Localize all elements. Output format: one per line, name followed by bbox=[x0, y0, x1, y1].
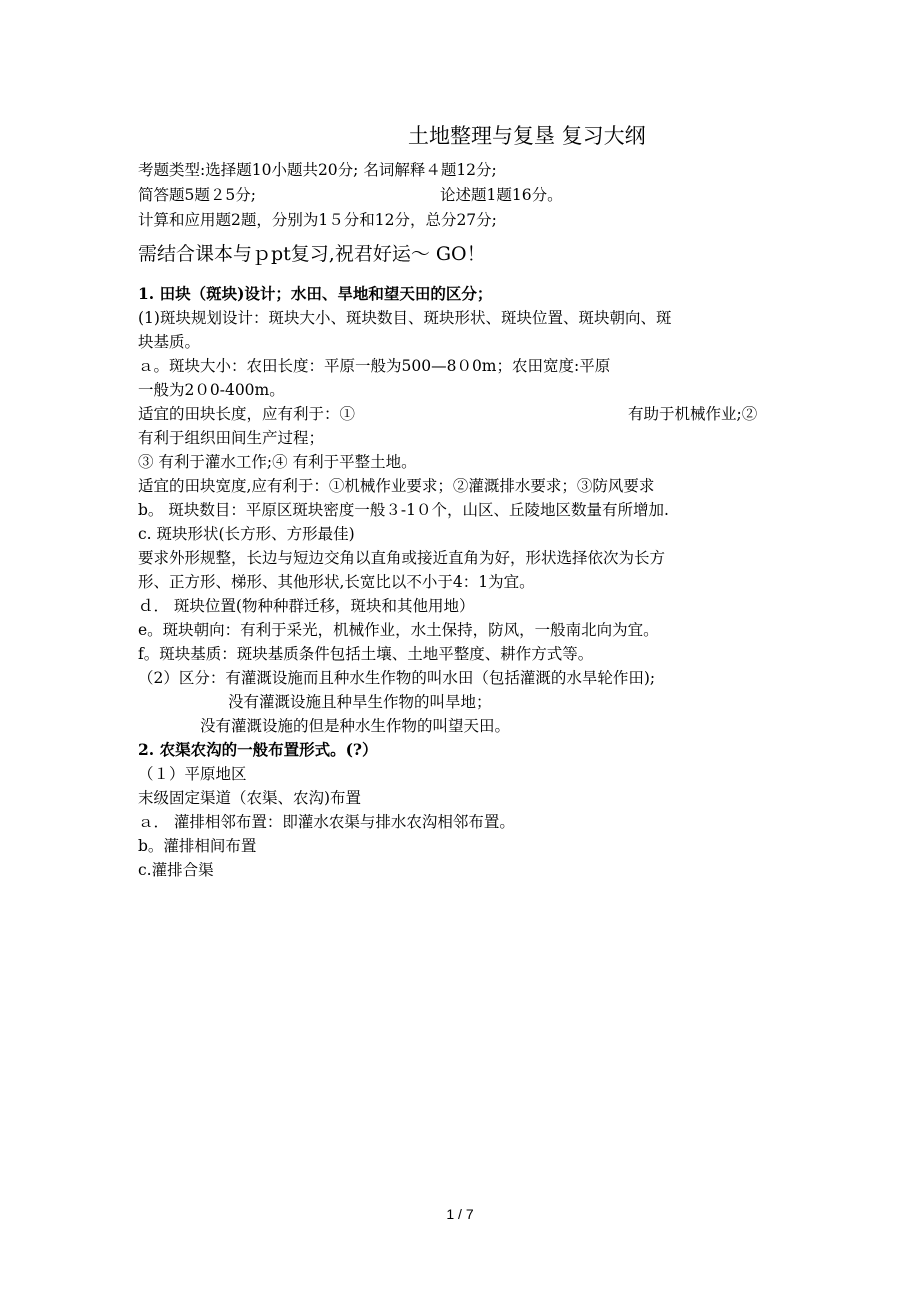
section-1-p2-line-3: 没有灌溉设施的但是种水生作物的叫望天田。 bbox=[200, 717, 511, 735]
section-1-heading: 1. 田块（斑块)设计；水田、旱地和望天田的区分； bbox=[138, 284, 493, 303]
exam-info-line-1: 考题类型:选择题10小题共20分; 名词解释４题12分; bbox=[138, 161, 497, 179]
section-1-p2-line-1: （2）区分：有灌溉设施而且种水生作物的叫水田（包括灌溉的水旱轮作田); bbox=[138, 669, 656, 687]
exam-info-line-2a: 简答题5题２5分; bbox=[138, 186, 256, 204]
section-2-sub-1-desc: 末级固定渠道（农渠、农沟)布置 bbox=[138, 789, 362, 807]
item-a-line-1: ａ。斑块大小：农田长度：平原一般为500—8０0m；农田宽度:平原 bbox=[138, 357, 611, 375]
length-line-3: ③ 有利于灌水工作;④ 有利于平整土地。 bbox=[138, 453, 417, 471]
section-2-heading: 2. 农渠农沟的一般布置形式。(?） bbox=[138, 740, 378, 759]
item-a-line-2: 一般为2０0-400m。 bbox=[138, 381, 285, 399]
document-title: 土地整理与复垦 复习大纲 bbox=[408, 124, 646, 148]
item-b-line: b。 斑块数目：平原区斑块密度一般３-1０个，山区、丘陵地区数量有所增加. bbox=[138, 501, 669, 519]
section-2-sub-1: （１）平原地区 bbox=[138, 765, 247, 783]
exam-info-line-2b: 论述题1题16分。 bbox=[440, 186, 563, 204]
section-2-item-b: b。灌排相间布置 bbox=[138, 837, 257, 855]
item-e-line: e。斑块朝向：有利于采光，机械作业，水土保持，防风，一般南北向为宜。 bbox=[138, 621, 659, 639]
section-1-p1-line-2: 块基质。 bbox=[138, 333, 201, 351]
length-line-1b: 有助于机械作业;② bbox=[628, 405, 758, 423]
section-1-p1-line-1: (1)斑块规划设计：斑块大小、斑块数目、斑块形状、斑块位置、斑块朝向、斑 bbox=[138, 309, 672, 327]
item-d-line: ｄ． 斑块位置(物种种群迁移，斑块和其他用地） bbox=[138, 597, 475, 615]
item-c-line-1: c. 斑块形状(长方形、方形最佳) bbox=[138, 525, 355, 543]
page-number: 1 / 7 bbox=[446, 1206, 474, 1222]
length-line-1a: 适宜的田块长度，应有利于：① bbox=[138, 405, 356, 423]
section-1-p2-line-2: 没有灌溉设施且种旱生作物的叫旱地； bbox=[228, 693, 492, 711]
exam-info-line-3: 计算和应用题2题，分别为1５分和12分，总分27分; bbox=[138, 211, 497, 229]
study-note: 需结合课本与ｐpt复习,祝君好运～ GO！ bbox=[138, 243, 486, 265]
length-line-2: 有利于组织田间生产过程； bbox=[138, 429, 325, 447]
item-c-line-2: 要求外形规整，长边与短边交角以直角或接近直角为好，形状选择依次为长方 bbox=[138, 549, 666, 567]
section-2-item-a: ａ． 灌排相邻布置：即灌水农渠与排水农沟相邻布置。 bbox=[138, 813, 515, 831]
width-line: 适宜的田块宽度,应有利于：①机械作业要求；②灌溉排水要求；③防风要求 bbox=[138, 477, 655, 495]
item-c-line-3: 形、正方形、梯形、其他形状,长宽比以不小于4：1为宜。 bbox=[138, 573, 535, 591]
section-2-item-c: c.灌排合渠 bbox=[138, 861, 214, 879]
item-f-line: f。斑块基质：斑块基质条件包括土壤、土地平整度、耕作方式等。 bbox=[138, 645, 594, 663]
